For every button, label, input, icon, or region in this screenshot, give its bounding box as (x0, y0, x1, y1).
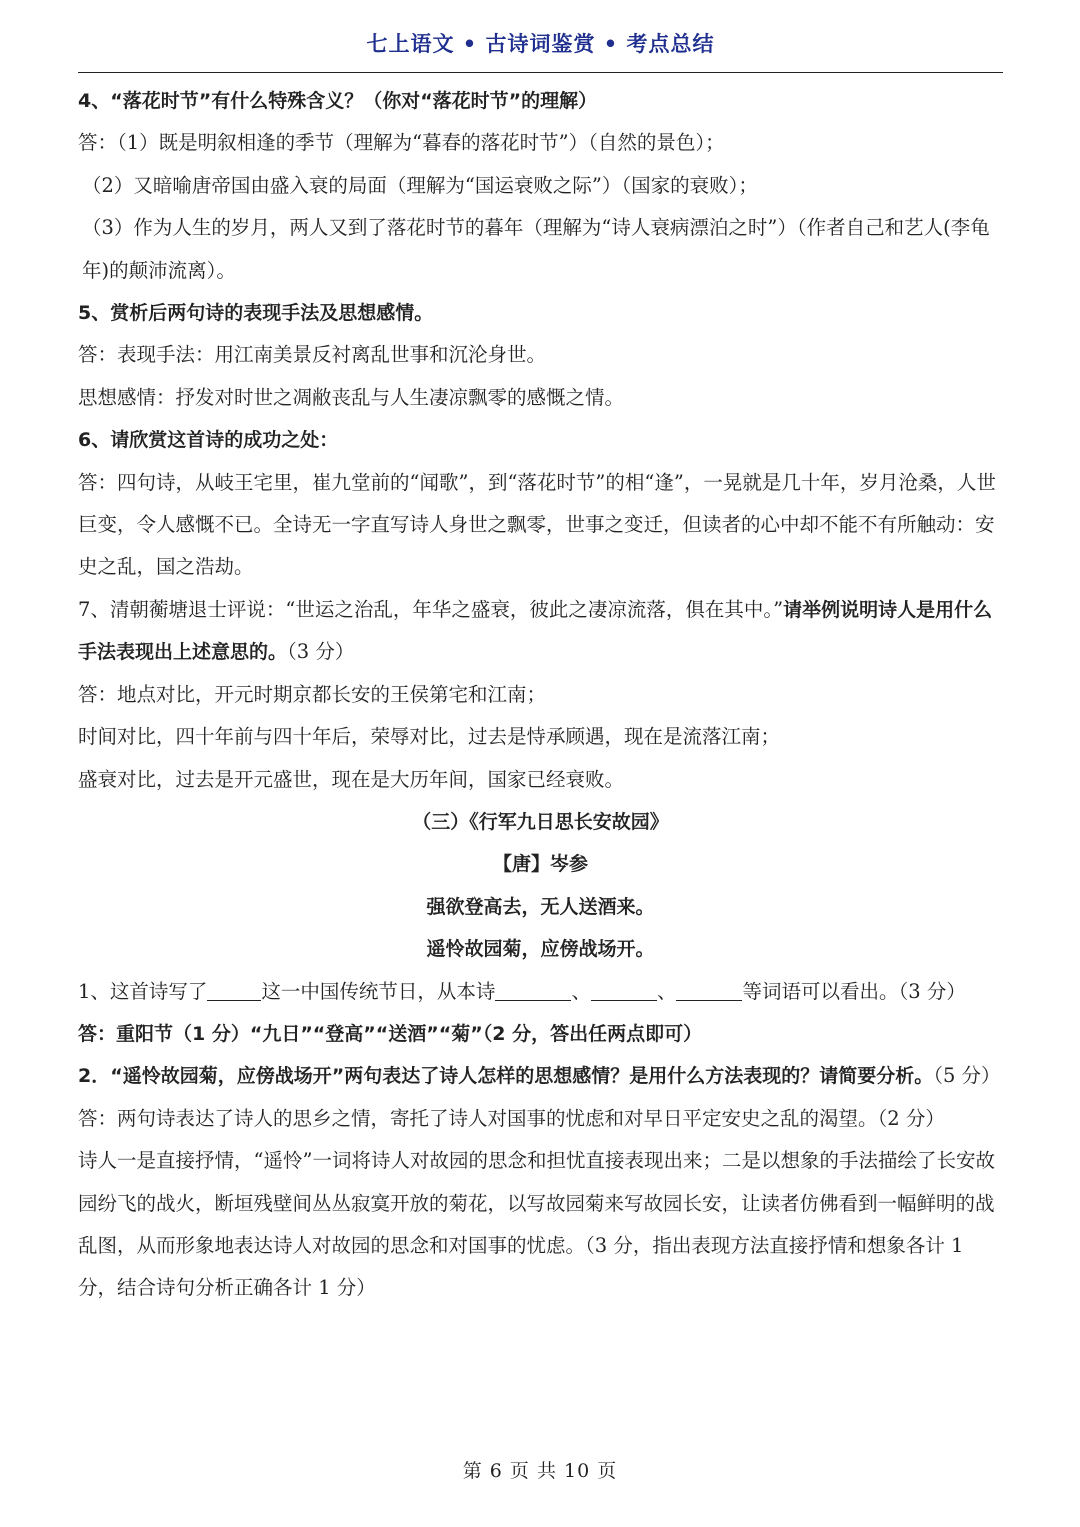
p1-answer: 答：重阳节（1 分）“九日”“登高”“送酒”“菊”（2 分，答出任两点即可） (78, 1022, 703, 1045)
p1-question-part2: 这一中国传统节日，从本诗 (261, 979, 496, 1003)
poem-line-1: 强欲登高去，无人送酒来。 (426, 895, 655, 918)
answer-blank (591, 978, 657, 1001)
p2-question-bold: 2．“遥怜故园菊，应傍战场开”两句表达了诗人怎样的思想感情？是用什么方法表现的？请简要分析。 (78, 1065, 934, 1088)
poem-line-2: 遥怜故园菊，应傍战场开。 (426, 938, 655, 961)
p2-answer-2: 诗人一是直接抒情，“遥怜”一词将诗人对故园的思念和担忧直接表现出来；二是以想象的手法描绘了长安故园纷飞的战火，断垣残壁间丛丛寂寞开放的菊花，以写故园菊来写故园长安，让读者仿佛看到一幅鲜明的战乱图，从而形象地表达诗人对故园的思念和对国事的忧虑。（3 分，指出表现方法直接抒情和想象各计 1 分，结合诗句分析正确各计 1 分） (78, 1149, 995, 1300)
q4-question: 4、“落花时节”有什么特殊含义？（你对“落花时节”的理解） (78, 90, 598, 112)
q6-question: 6、请欣赏这首诗的成功之处： (78, 429, 339, 452)
q4-answer-1: 答：（1）既是明叙相逢的季节（理解为“暮春的落花时节”）（自然的景色）； (78, 131, 725, 155)
p1-question-part1: 1、这首诗写了 (78, 979, 208, 1003)
q6-answer: 答：四句诗，从岐王宅里，崔九堂前的“闻歌”，到“落花时节”的相“逢”，一晃就是几十年，岁月沧桑，人世巨变，令人感慨不已。全诗无一字直写诗人身世之飘零，世事之变迁，但读者的心中却不能不有所触动：安史之乱，国之浩劫。 (78, 470, 996, 579)
q5-answer-2: 思想感情：抒发对时世之凋敝丧乱与人生凄凉飘零的感慨之情。 (78, 385, 625, 409)
q5-question: 5、赏析后两句诗的表现手法及思想感情。 (78, 302, 434, 325)
p1-question (78, 971, 1003, 1013)
q7-answer-1: 答：地点对比，开元时期京都长安的王侯第宅和江南； (78, 682, 547, 706)
poem-author: 【唐】岑参 (492, 853, 588, 876)
p2-score: （5 分） (933, 1064, 1001, 1088)
p2-question (78, 1055, 1003, 1097)
page-number: 第 6 页 共 10 页 (462, 1460, 618, 1482)
q7-score: （3 分） (287, 640, 355, 664)
answer-blank (207, 978, 261, 1001)
answer-blank (676, 978, 742, 1001)
q7-question (78, 589, 1003, 674)
poem-title: （三）《行军九日思长安故园》 (412, 810, 669, 833)
page-header-title: 七上语文 • 古诗词鉴赏 • 考点总结 (366, 32, 715, 56)
page-content (78, 80, 1003, 1310)
q7-question-bold: 请举例说明诗人是用什么手法表现出上述意思的。 (78, 598, 993, 664)
blank-separator: 、 (571, 979, 591, 1003)
q7-question-prefix: 7、清朝蘅塘退士评说：“世运之治乱，年华之盛衰，彼此之凄凉流落，俱在其中。” (78, 597, 784, 621)
q4-answer-2: （2）又暗喻唐帝国由盛入衰的局面（理解为“国运衰败之际”）（国家的衰败）； (82, 173, 758, 197)
q7-answer-2: 时间对比，四十年前与四十年后，荣辱对比，过去是恃承顾遇，现在是流落江南； (78, 725, 781, 749)
header-divider (78, 72, 1003, 73)
p1-question-part3: 等词语可以看出。（3 分） (742, 979, 966, 1003)
q4-answer-3: （3）作为人生的岁月，两人又到了落花时节的暮年（理解为“诗人衰病漂泊之时”）（作者自己和艺人(李龟年)的颠沛流离）。 (82, 216, 990, 282)
p2-answer-1: 答：两句诗表达了诗人的思乡之情，寄托了诗人对国事的忧虑和对早日平定安史之乱的渴望。（2 分） (78, 1106, 945, 1130)
q5-answer-1: 答：表现手法：用江南美景反衬离乱世事和沉沦身世。 (78, 343, 547, 367)
q7-answer-3: 盛衰对比，过去是开元盛世，现在是大历年间，国家已经衰败。 (78, 767, 625, 791)
blank-separator: 、 (656, 979, 677, 1003)
answer-blank (495, 978, 571, 1001)
